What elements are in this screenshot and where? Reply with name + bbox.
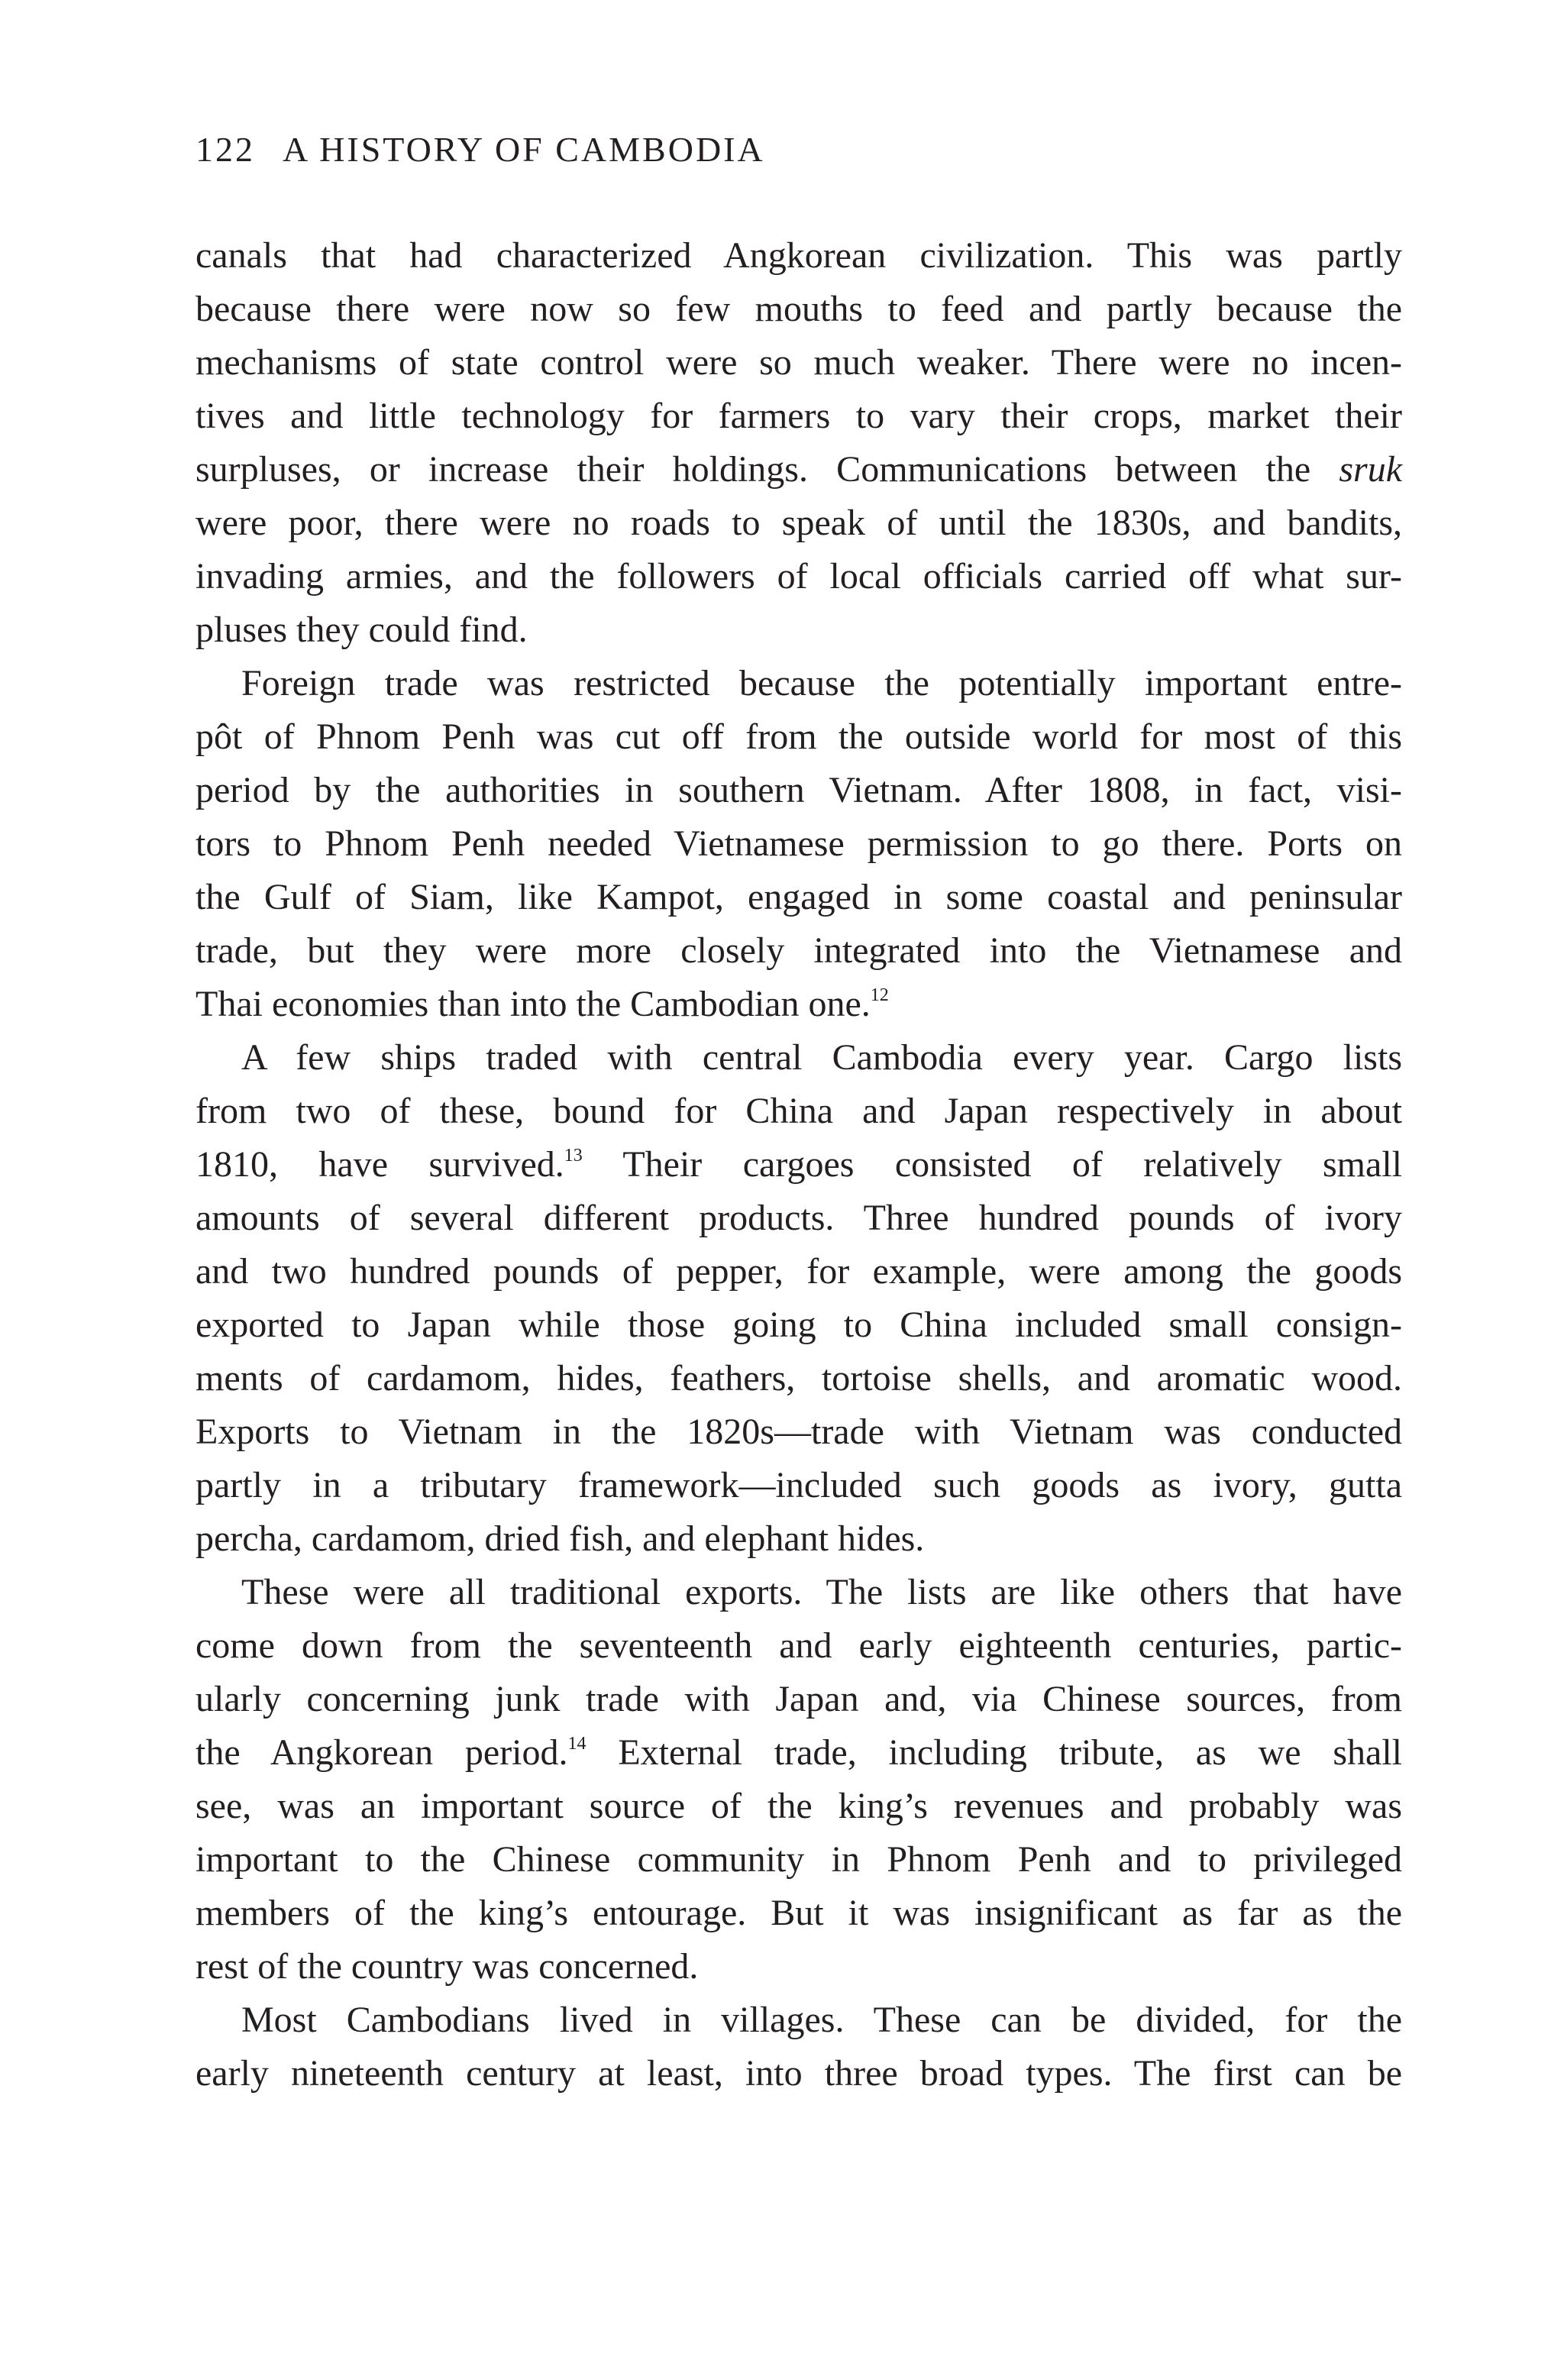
- text-line: see, was an important source of the king’s revenues and probably was: [196, 1786, 1402, 1826]
- paragraph: [196, 1031, 1402, 1566]
- text-line: tors to Phnom Penh needed Vietnamese permission to go there. Ports on: [196, 823, 1402, 864]
- text-line: from two of these, bound for China and Japan respectively in about: [196, 1091, 1402, 1131]
- footnote-ref: 14: [567, 1734, 586, 1754]
- text-line: important to the Chinese community in Phnom Penh and to privileged: [196, 1839, 1402, 1880]
- text-line: rest of the country was concerned.: [196, 1946, 699, 1987]
- text-line: members of the king’s entourage. But it was insignificant as far as the: [196, 1893, 1402, 1933]
- text-line: pôt of Phnom Penh was cut off from the outside world for most of this: [196, 716, 1402, 757]
- paragraph: [196, 1994, 1402, 2100]
- book-title: A HISTORY OF CAMBODIA: [283, 130, 765, 169]
- text-line: tives and little technology for farmers to vary their crops, market their: [196, 396, 1402, 436]
- text-line: invading armies, and the followers of local officials carried off what sur-: [196, 556, 1402, 597]
- text-line: percha, cardamom, dried fish, and elephant hides.: [196, 1518, 925, 1559]
- text-line: 1810, have survived.$^{13}$ Their cargoes consisted of relatively small: [196, 1144, 1402, 1185]
- text-line: early nineteenth century at least, into three broad types. The first can be: [196, 2053, 1402, 2094]
- footnote-ref: 13: [564, 1146, 583, 1166]
- text-line: trade, but they were more closely integrated into the Vietnamese and: [196, 930, 1402, 971]
- text-line: come down from the seventeenth and early eighteenth centuries, partic-: [196, 1625, 1402, 1666]
- text-line: Exports to Vietnam in the 1820s—trade with Vietnam was conducted: [196, 1412, 1402, 1452]
- paragraph: [196, 657, 1402, 1031]
- paragraph: [196, 229, 1402, 657]
- running-head: [196, 127, 765, 173]
- page-number: 122: [196, 130, 255, 169]
- text-line: period by the authorities in southern Vietnam. After 1808, in fact, visi-: [196, 770, 1402, 810]
- text-line: canals that had characterized Angkorean civilization. This was partly: [196, 235, 1402, 276]
- text-line: mechanisms of state control were so much weaker. There were no incen-: [196, 342, 1402, 383]
- text-line: partly in a tributary framework—included such goods as ivory, gutta: [196, 1465, 1402, 1505]
- text-line: the Gulf of Siam, like Kampot, engaged in some coastal and peninsular: [196, 877, 1402, 917]
- text-line: were poor, there were no roads to speak of until the 1830s, and bandits,: [196, 503, 1402, 543]
- text-line: Thai economies than into the Cambodian one.$^{12}$: [196, 984, 889, 1024]
- body-text: [196, 229, 1402, 2100]
- footnote-ref: 12: [870, 985, 889, 1005]
- text-line: ments of cardamom, hides, feathers, tortoise shells, and aromatic wood.: [196, 1358, 1402, 1399]
- text-line: A few ships traded with central Cambodia every year. Cargo lists: [241, 1037, 1402, 1078]
- paragraph: [196, 1566, 1402, 1994]
- text-line: exported to Japan while those going to China included small consign-: [196, 1305, 1402, 1345]
- text-line: because there were now so few mouths to feed and partly because the: [196, 289, 1402, 329]
- text-line: These were all traditional exports. The lists are like others that have: [241, 1572, 1402, 1612]
- text-line: Foreign trade was restricted because the potentially important entre-: [241, 663, 1402, 703]
- italic-term: sruk: [1339, 449, 1403, 490]
- text-line: and two hundred pounds of pepper, for example, were among the goods: [196, 1251, 1402, 1292]
- text-line: pluses they could find.: [196, 610, 528, 650]
- text-line: the Angkorean period.$^{14}$ External trade, including tribute, as we shall: [196, 1732, 1403, 1773]
- text-line: amounts of several different products. Three hundred pounds of ivory: [196, 1198, 1402, 1238]
- text-line: surpluses, or increase their holdings. Communications between the sruk: [196, 449, 1403, 490]
- text-line: ularly concerning junk trade with Japan and, via Chinese sources, from: [196, 1679, 1402, 1719]
- text-line: Most Cambodians lived in villages. These can be divided, for the: [241, 2000, 1402, 2040]
